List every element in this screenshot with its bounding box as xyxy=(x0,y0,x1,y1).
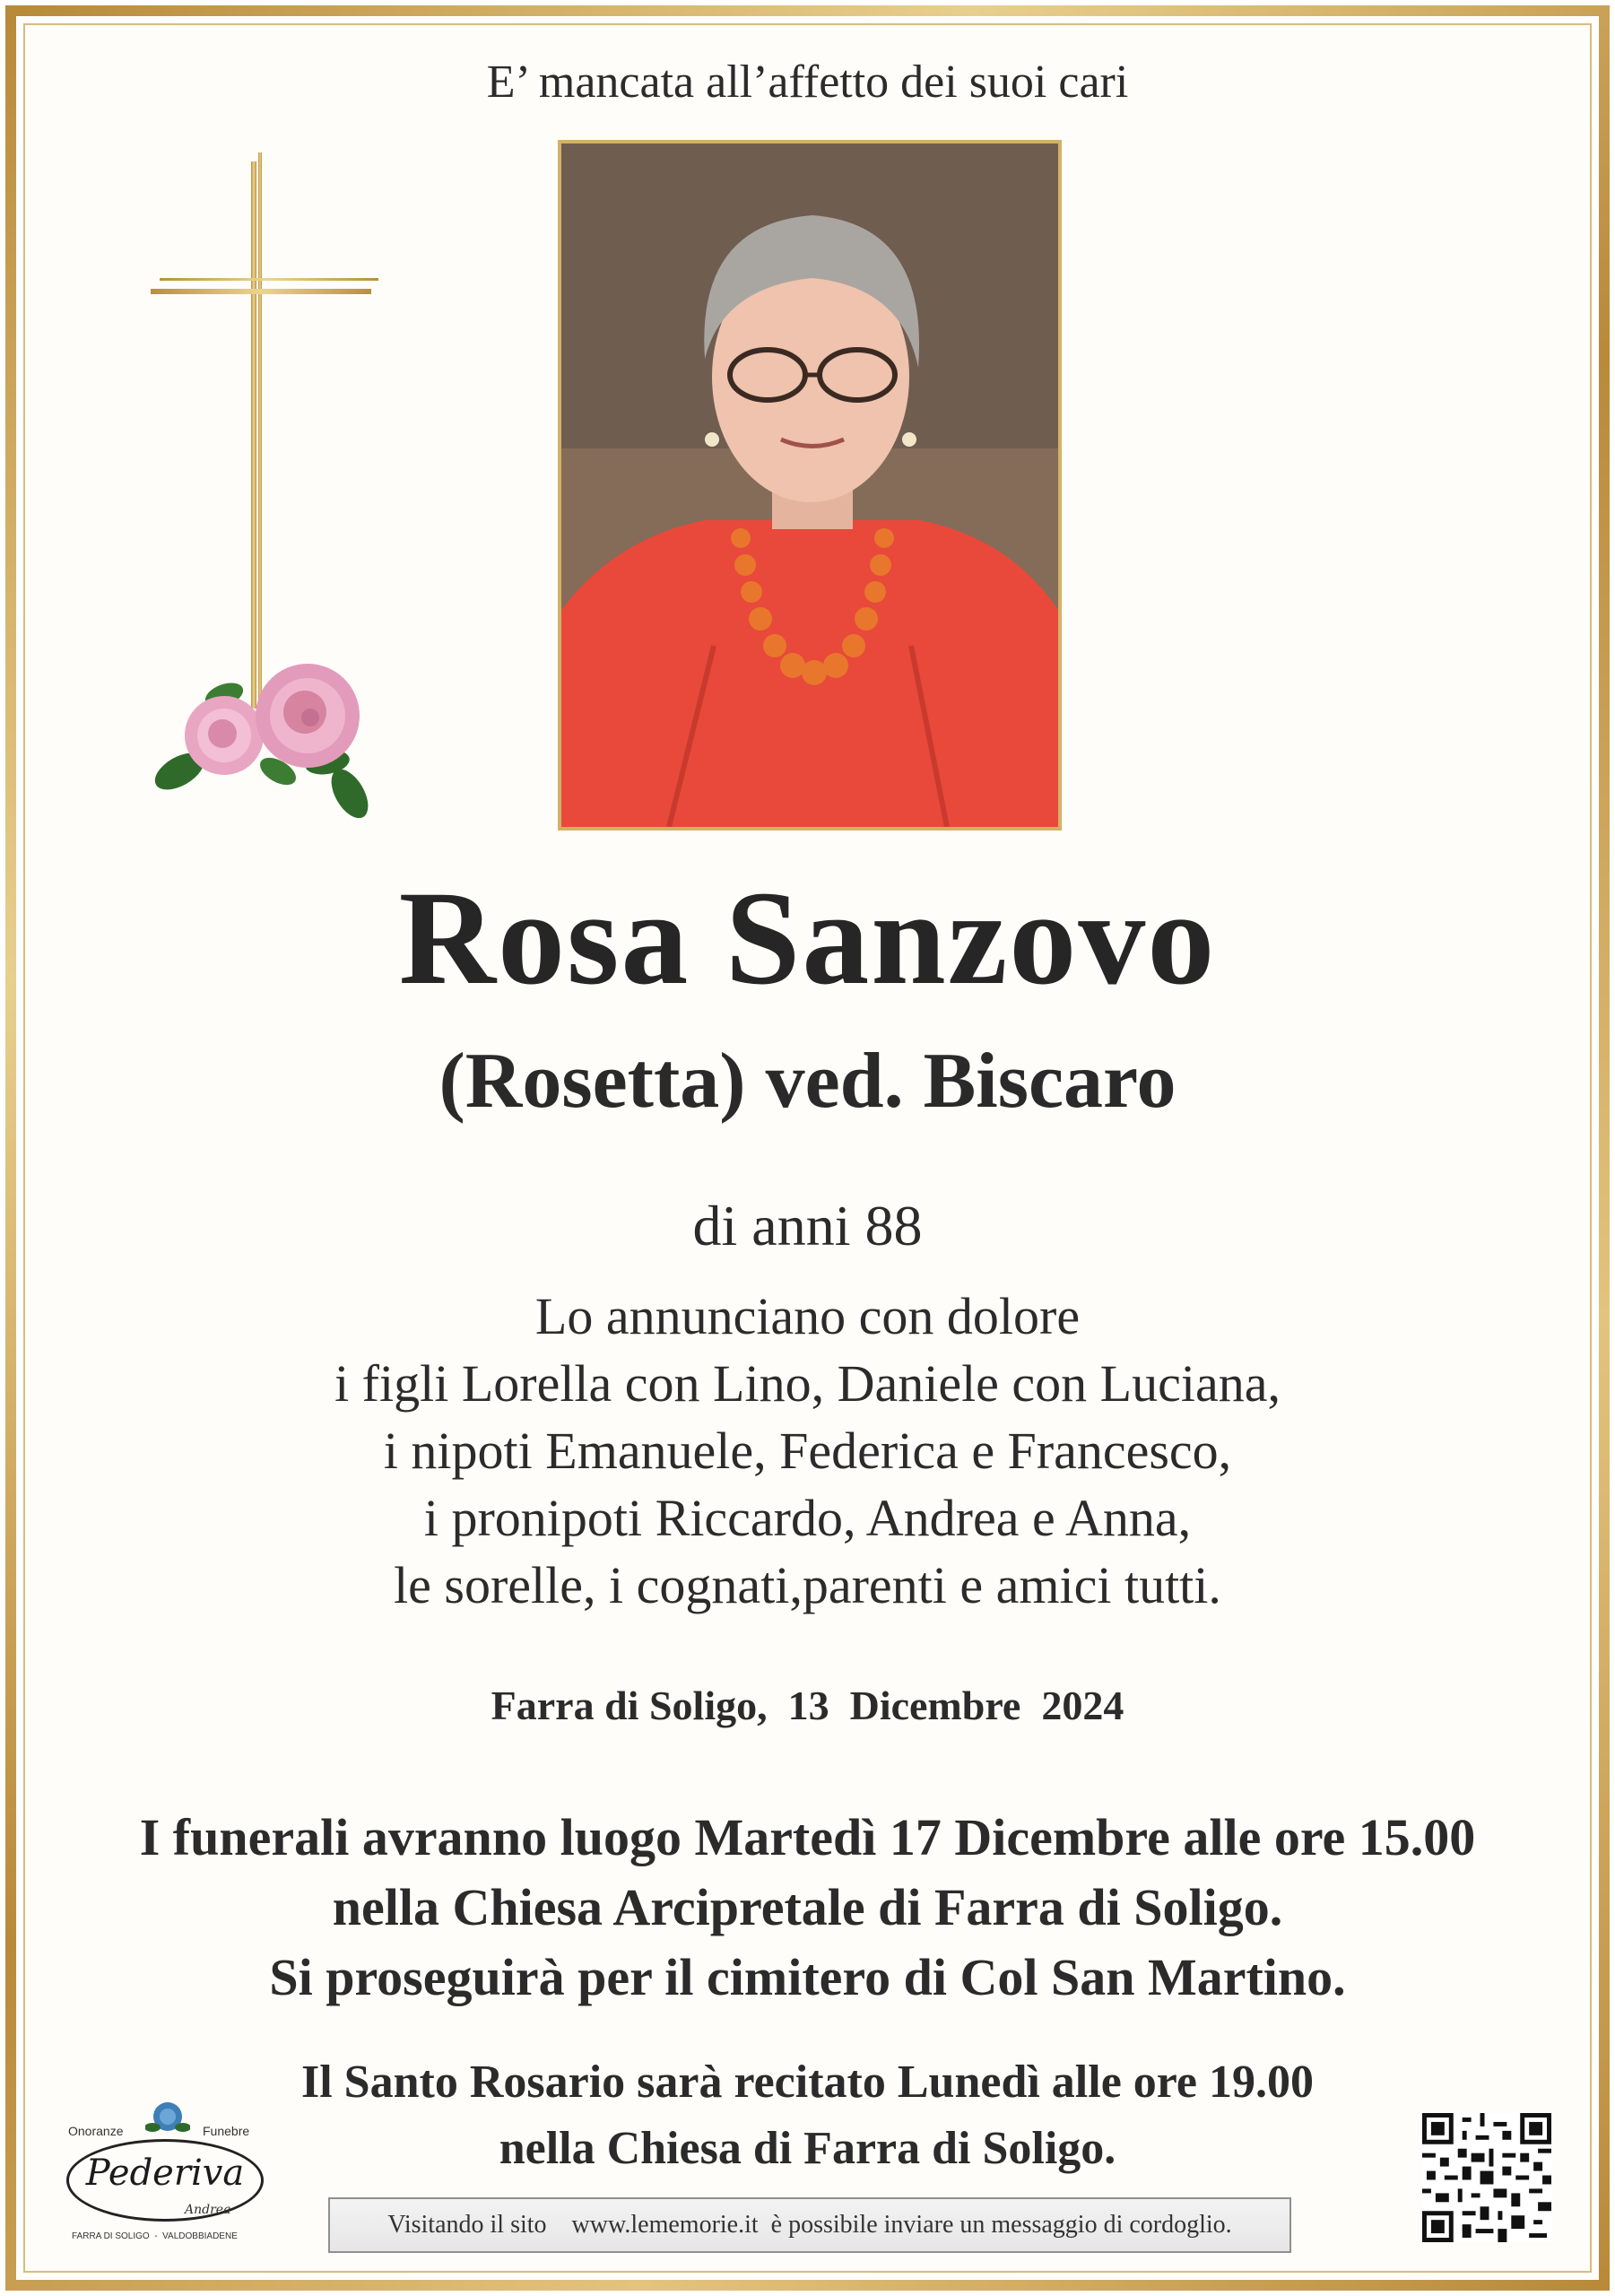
logo-top-right: Funebre xyxy=(203,2124,250,2138)
cross-icon xyxy=(143,152,386,834)
place-date: Farra di Soligo, 13 Dicembre 2024 xyxy=(491,1683,1124,1728)
qr-code-icon[interactable] xyxy=(1422,2113,1551,2242)
rosary-line: nella Chiesa di Farra di Soligo. xyxy=(499,2123,1116,2174)
website-note: Visitando il sito www.lememorie.it è possibile inviare un messaggio di cordoglio. xyxy=(328,2197,1291,2253)
announcement-line: i pronipoti Riccardo, Andrea e Anna, xyxy=(423,1489,1192,1547)
roses-icon xyxy=(149,664,376,824)
announcement-line: le sorelle, i cognati,parenti e amici tutti. xyxy=(394,1556,1221,1614)
rose-logo-icon xyxy=(145,2099,190,2138)
logo-name: Pederiva xyxy=(85,2152,245,2194)
announcement-line: Lo annunciano con dolore xyxy=(534,1287,1081,1345)
rosary-line: Il Santo Rosario sarà recitato Lunedì alle ore 19.00 xyxy=(300,2057,1315,2108)
deceased-nickname: (Rosetta) ved. Biscaro xyxy=(438,1038,1177,1125)
logo-location: FARRA DI SOLIGO - VALDOBBIADENE xyxy=(72,2231,238,2241)
intro-text: E’ mancata all’affetto dei suoi cari xyxy=(486,57,1129,108)
announcement-line: i nipoti Emanuele, Federica e Francesco, xyxy=(383,1422,1232,1480)
portrait-photo xyxy=(558,140,1062,831)
announcement-line: i figli Lorella con Lino, Daniele con Luciana, xyxy=(334,1354,1281,1413)
funeral-line: I funerali avranno luogo Martedì 17 Dicembre alle ore 15.00 xyxy=(139,1808,1476,1866)
funeral-home-logo xyxy=(59,2099,274,2260)
logo-subname: Andrea xyxy=(185,2203,231,2217)
deceased-age: di anni 88 xyxy=(692,1194,923,1257)
funeral-line: nella Chiesa Arcipretale di Farra di Soligo. xyxy=(332,1878,1283,1936)
funeral-line: Si proseguirà per il cimitero di Col San Martino. xyxy=(269,1948,1346,2006)
logo-top-left: Onoranze xyxy=(68,2124,124,2138)
announcement-block xyxy=(0,1283,1615,1619)
deceased-name: Rosa Sanzovo xyxy=(398,864,1217,1013)
funeral-info xyxy=(0,1803,1615,2013)
